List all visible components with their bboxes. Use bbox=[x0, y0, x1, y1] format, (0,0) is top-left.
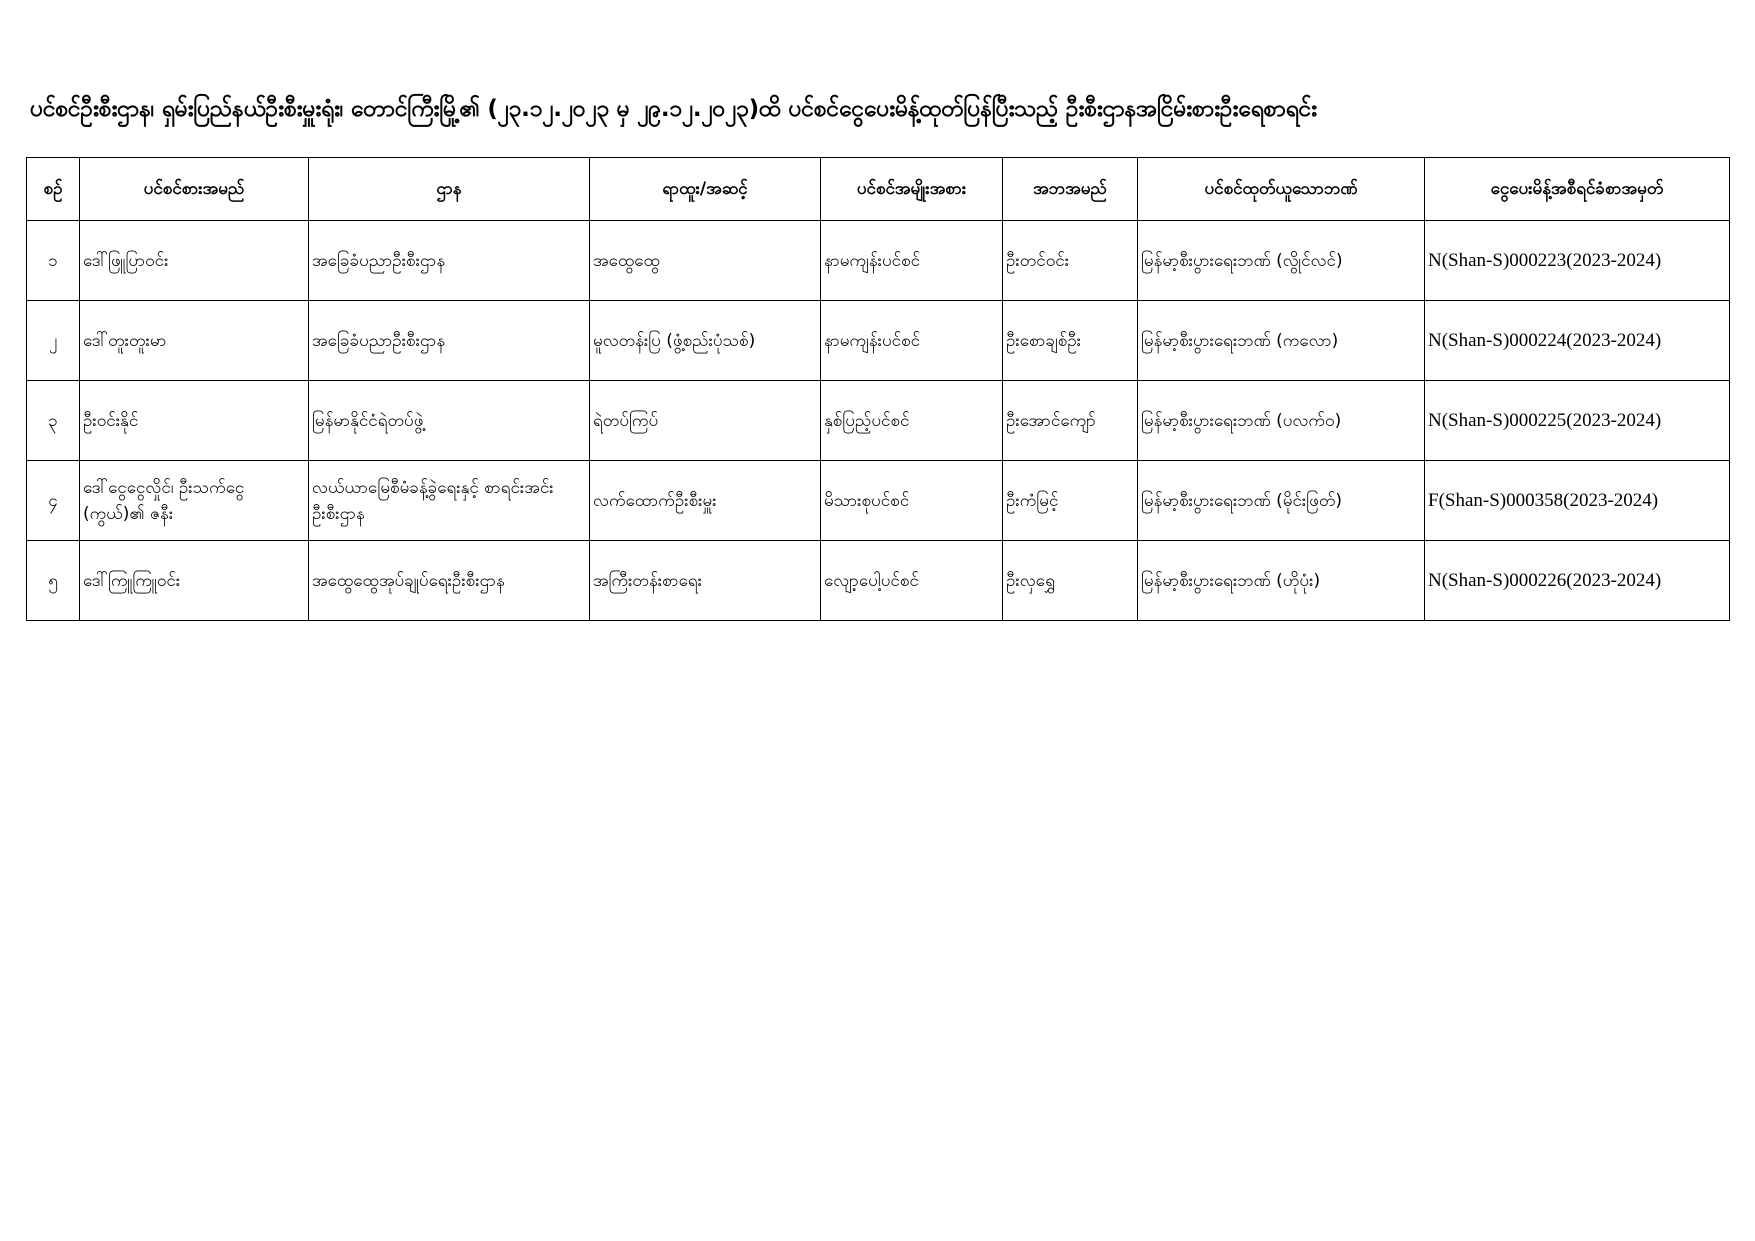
cell-father-name: ဦးစောချစ်ဦး bbox=[1003, 301, 1138, 381]
cell-father-name: ဦးကံမြင့် bbox=[1003, 461, 1138, 541]
header-pension-type: ပင်စင်အမျိုးအစား bbox=[821, 158, 1003, 221]
cell-department: မြန်မာနိုင်ငံရဲတပ်ဖွဲ့ bbox=[309, 381, 590, 461]
cell-pensioner-name: ဦးဝင်းနိုင် bbox=[80, 381, 309, 461]
cell-department: အထွေထွေအုပ်ချုပ်ရေးဦးစီးဌာန bbox=[309, 541, 590, 621]
cell-order-no: N(Shan-S)000224(2023-2024) bbox=[1425, 301, 1730, 381]
cell-pensioner-name: ဒေါ်ဖြူပြာဝင်း bbox=[80, 221, 309, 301]
cell-pension-type: မိသားစုပင်စင် bbox=[821, 461, 1003, 541]
cell-order-no: N(Shan-S)000225(2023-2024) bbox=[1425, 381, 1730, 461]
header-rank: ရာထူး/အဆင့် bbox=[590, 158, 821, 221]
header-bank: ပင်စင်ထုတ်ယူသောဘဏ် bbox=[1138, 158, 1425, 221]
header-department: ဌာန bbox=[309, 158, 590, 221]
cell-pensioner-name: ဒေါ်ကြူကြူဝင်း bbox=[80, 541, 309, 621]
cell-rank: ရဲတပ်ကြပ် bbox=[590, 381, 821, 461]
cell-bank: မြန်မာ့စီးပွားရေးဘဏ် (လွိုင်လင်) bbox=[1138, 221, 1425, 301]
cell-bank: မြန်မာ့စီးပွားရေးဘဏ် (ပလက်ဝ) bbox=[1138, 381, 1425, 461]
cell-order-no: N(Shan-S)000223(2023-2024) bbox=[1425, 221, 1730, 301]
cell-father-name: ဦးအောင်ကျော် bbox=[1003, 381, 1138, 461]
table-row bbox=[27, 461, 1730, 541]
cell-department: အခြေခံပညာဦးစီးဌာန bbox=[309, 221, 590, 301]
table-row bbox=[27, 221, 1730, 301]
cell-department: အခြေခံပညာဦးစီးဌာန bbox=[309, 301, 590, 381]
table-row bbox=[27, 541, 1730, 621]
header-father-name: အဘအမည် bbox=[1003, 158, 1138, 221]
header-pensioner-name: ပင်စင်စားအမည် bbox=[80, 158, 309, 221]
header-order-no: ငွေပေးမိန့်အစီရင်ခံစာအမှတ် bbox=[1425, 158, 1730, 221]
cell-pension-type: လျော့ပေါ့ပင်စင် bbox=[821, 541, 1003, 621]
cell-father-name: ဦးတင်ဝင်း bbox=[1003, 221, 1138, 301]
cell-pension-type: နာမကျန်းပင်စင် bbox=[821, 301, 1003, 381]
cell-serial-no: ၂ bbox=[27, 301, 80, 381]
cell-serial-no: ၄ bbox=[27, 461, 80, 541]
cell-rank: လက်ထောက်ဦးစီးမှူး bbox=[590, 461, 821, 541]
header-serial-no: စဉ် bbox=[27, 158, 80, 221]
cell-serial-no: ၁ bbox=[27, 221, 80, 301]
table-row bbox=[27, 301, 1730, 381]
cell-pension-type: နာမကျန်းပင်စင် bbox=[821, 221, 1003, 301]
cell-bank: မြန်မာ့စီးပွားရေးဘဏ် (ကလော) bbox=[1138, 301, 1425, 381]
cell-pensioner-name: ဒေါ်ငွေငွေလှိုင်၊ ဦးသက်ငွေ (ကွယ်)၏ ဇနီး bbox=[80, 461, 309, 541]
cell-order-no: F(Shan-S)000358(2023-2024) bbox=[1425, 461, 1730, 541]
cell-pension-type: နှစ်ပြည့်ပင်စင် bbox=[821, 381, 1003, 461]
cell-father-name: ဦးလှရွှေ bbox=[1003, 541, 1138, 621]
cell-serial-no: ၅ bbox=[27, 541, 80, 621]
table-row bbox=[27, 381, 1730, 461]
cell-bank: မြန်မာ့စီးပွားရေးဘဏ် (ဟိုပုံး) bbox=[1138, 541, 1425, 621]
page-title: ပင်စင်ဦးစီးဌာန၊ ရှမ်းပြည်နယ်ဦးစီးမှူးရုံး၊ တောင်ကြီးမြို့၏ (၂၃.၁၂.၂၀၂၃ မှ ၂၉.၁၂.၂၀၂၃)ထိ ပင်စင်ငွေပေးမိန့်ထုတ်ပြန်ပြီးသည့် ဦးစီးဌာနအငြိမ်းစားဦးရေစာရင်း bbox=[30, 96, 1317, 122]
cell-rank: အထွေထွေ bbox=[590, 221, 821, 301]
cell-rank: အကြီးတန်းစာရေး bbox=[590, 541, 821, 621]
pensioner-table bbox=[26, 157, 1730, 621]
cell-order-no: N(Shan-S)000226(2023-2024) bbox=[1425, 541, 1730, 621]
cell-serial-no: ၃ bbox=[27, 381, 80, 461]
cell-bank: မြန်မာ့စီးပွားရေးဘဏ် (မိုင်းဖြတ်) bbox=[1138, 461, 1425, 541]
cell-pensioner-name: ဒေါ်တူးတူးမာ bbox=[80, 301, 309, 381]
cell-rank: မူလတန်းပြ (ဖွံ့စည်းပုံသစ်) bbox=[590, 301, 821, 381]
cell-department: လယ်ယာမြေစီမံခန့်ခွဲရေးနှင့် စာရင်းအင်းဦးစီးဌာန bbox=[309, 461, 590, 541]
table-header-row bbox=[27, 158, 1730, 221]
